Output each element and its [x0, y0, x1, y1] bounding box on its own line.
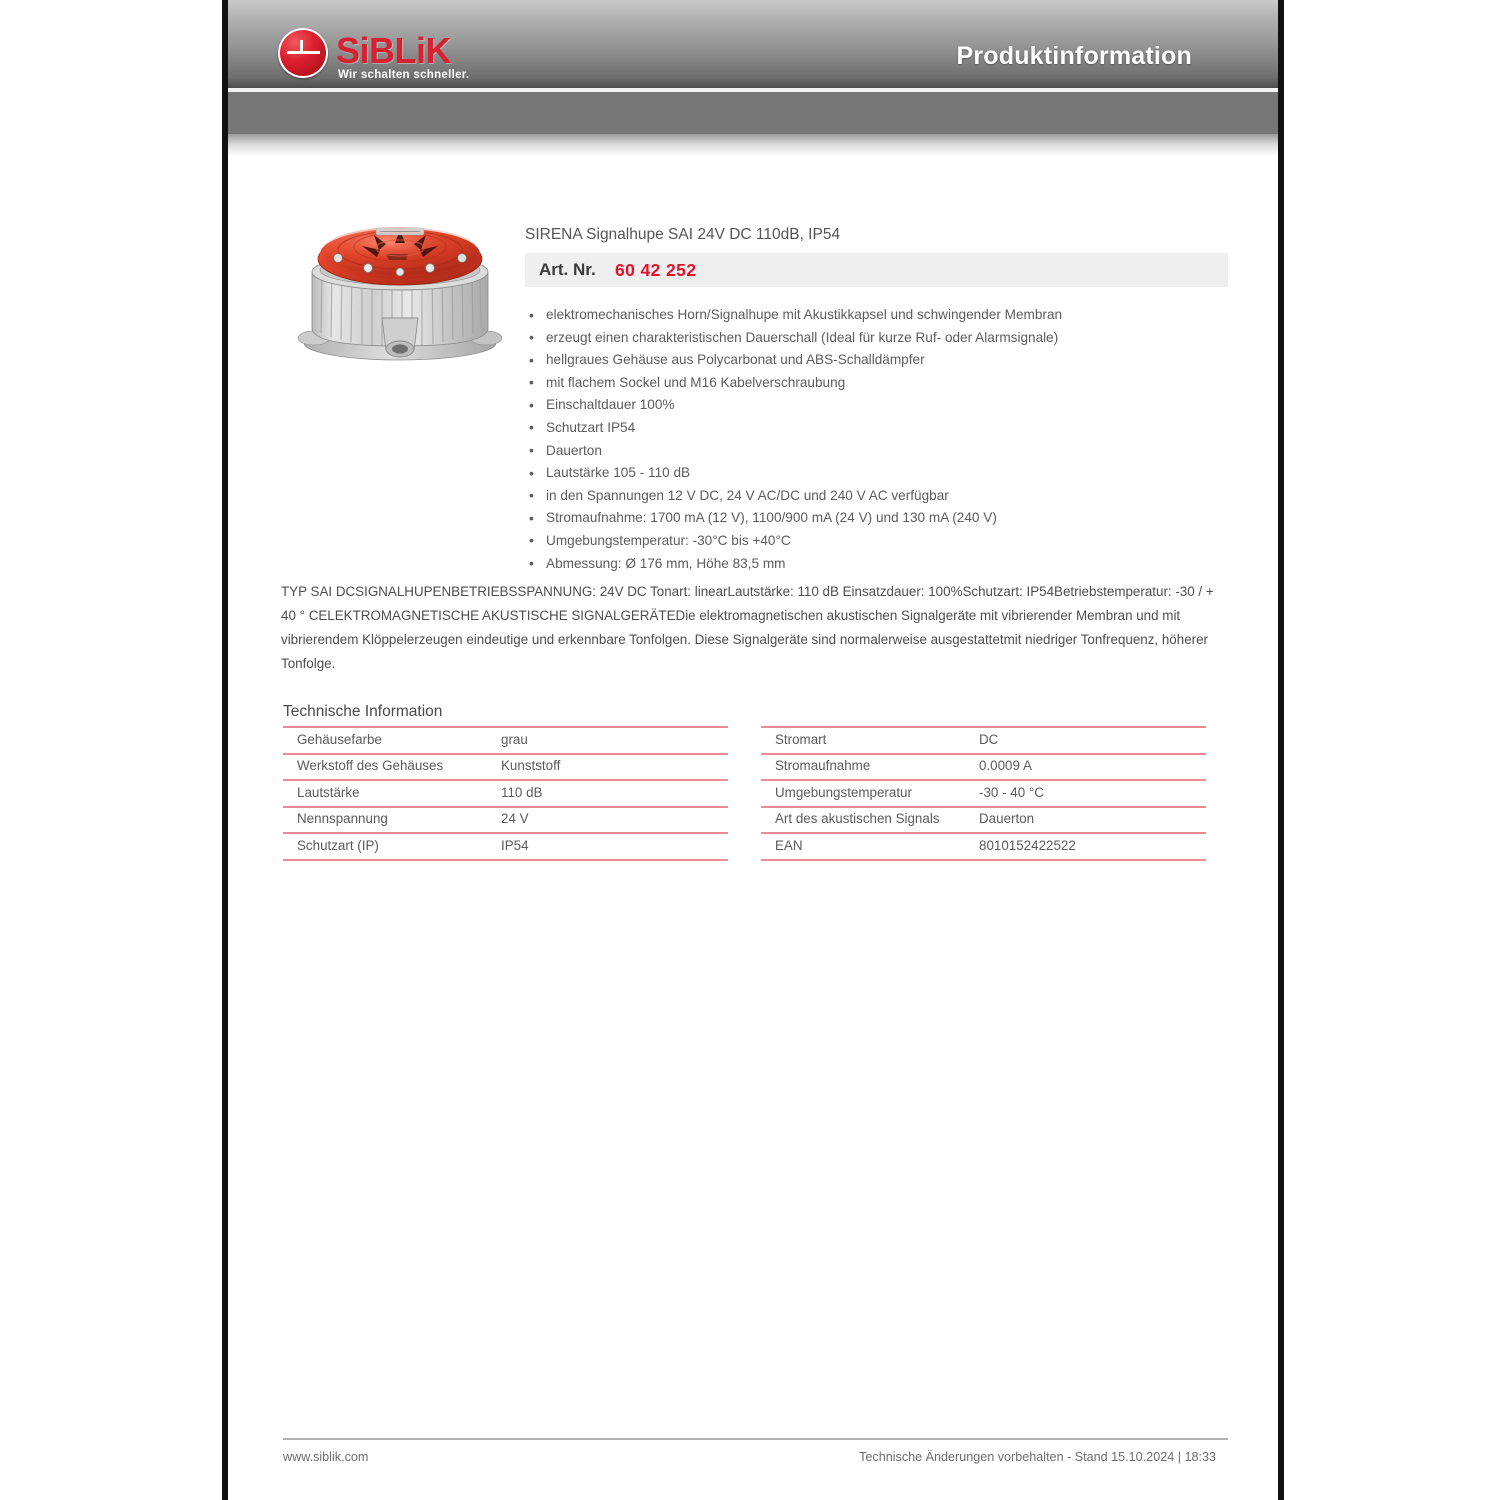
- table-row: [761, 808, 1206, 835]
- footer-divider: [283, 1438, 1228, 1440]
- technical-table-right: [761, 726, 1206, 861]
- table-cell-key: Art des akustischen Signals: [775, 811, 940, 827]
- product-description: TYP SAI DCSIGNALHUPENBETRIEBSSPANNUNG: 24V DC Tonart: linearLautstärke: 110 dB Einsatzdauer: 100%Schutzart: IP54Betriebstemperatur: -30 / + 40 ° CELEKTROMAGNETISCHE AKUSTISCHE SIGNALGERÄTEDie elektromagnetischen akustischen Signalgeräte mit vibrierender Membran und mit vibrierendem Klöppelerzeugen eindeutige und erkennbare Tonfolgen. Diese Signalgeräte sind normalerweise ausgestattetmit niedriger Tonfrequenz, höherer Tonfolge.: [281, 584, 1214, 671]
- table-row: [761, 781, 1206, 808]
- logo-wordmark: SiBLiK: [336, 30, 452, 71]
- list-item: • hellgraues Gehäuse aus Polycarbonat und ABS-Schalldämpfer: [525, 349, 1265, 372]
- table-cell-value: 24 V: [501, 811, 529, 827]
- table-row: [761, 755, 1206, 782]
- table-cell-key: Umgebungstemperatur: [775, 784, 912, 800]
- document-page: [222, 0, 1284, 1500]
- list-item: • Abmessung: Ø 176 mm, Höhe 83,5 mm: [525, 553, 1265, 576]
- table-cell-value: grau: [501, 731, 528, 747]
- table-cell-key: EAN: [775, 837, 803, 853]
- table-row: [283, 755, 728, 782]
- article-number-label: Art. Nr.: [539, 260, 596, 279]
- list-item: • Stromaufnahme: 1700 mA (12 V), 1100/900 mA (24 V) und 130 mA (240 V): [525, 507, 1265, 530]
- technical-table-left: [283, 726, 728, 861]
- table-cell-key: Gehäusefarbe: [297, 731, 382, 747]
- list-item: • Dauerton: [525, 440, 1265, 463]
- table-row: [283, 808, 728, 835]
- article-number-value: 60 42 252: [615, 260, 697, 280]
- table-cell-value: Kunststoff: [501, 758, 561, 774]
- product-feature-list: [525, 304, 1265, 575]
- table-row: [283, 728, 728, 755]
- list-item: • Schutzart IP54: [525, 417, 1265, 440]
- table-cell-key: Stromaufnahme: [775, 758, 871, 774]
- list-item: • Einschaltdauer 100%: [525, 394, 1265, 417]
- table-cell-value: IP54: [501, 837, 529, 853]
- list-item: • Umgebungstemperatur: -30°C bis +40°C: [525, 530, 1265, 553]
- table-cell-key: Nennspannung: [297, 811, 388, 827]
- table-cell-value: 0.0009 A: [979, 758, 1032, 774]
- list-item: • Lautstärke 105 - 110 dB: [525, 462, 1265, 485]
- table-cell-value: DC: [979, 731, 999, 747]
- table-cell-value: Dauerton: [979, 811, 1035, 827]
- list-item: • in den Spannungen 12 V DC, 24 V AC/DC und 240 V AC verfügbar: [525, 485, 1265, 508]
- table-cell-value: 110 dB: [501, 784, 543, 800]
- table-cell-value: -30 - 40 °C: [979, 784, 1044, 800]
- product-title: SIRENA Signalhupe SAI 24V DC 110dB, IP54: [525, 226, 841, 243]
- list-item: • elektromechanisches Horn/Signalhupe mit Akustikkapsel und schwingender Membran: [525, 304, 1265, 327]
- footer-notice: Technische Änderungen vorbehalten - Stand 15.10.2024 | 18:33: [859, 1450, 1216, 1464]
- technical-information-heading: Technische Information: [283, 703, 443, 720]
- table-row: [283, 834, 728, 861]
- header-fade-band: [228, 134, 1278, 156]
- header-gray-band: [228, 92, 1278, 134]
- list-item: • mit flachem Sockel und M16 Kabelverschraubung: [525, 372, 1265, 395]
- page-title: Produktinformation: [956, 42, 1192, 70]
- table-row: [761, 728, 1206, 755]
- table-cell-value: 8010152422522: [979, 837, 1076, 853]
- footer-website-link[interactable]: www.siblik.com: [283, 1450, 369, 1464]
- table-row: [761, 834, 1206, 861]
- table-cell-key: Lautstärke: [297, 784, 360, 800]
- table-row: [283, 781, 728, 808]
- table-cell-key: Werkstoff des Gehäuses: [297, 758, 444, 774]
- product-photo-siren-horn: [290, 210, 510, 370]
- logo-tagline: Wir schalten schneller.: [338, 69, 470, 81]
- list-item: • erzeugt einen charakteristischen Dauerschall (Ideal für kurze Ruf- oder Alarmsignale): [525, 327, 1265, 350]
- table-cell-key: Stromart: [775, 731, 827, 747]
- siblik-circle-logo-icon: [278, 28, 328, 78]
- table-cell-key: Schutzart (IP): [297, 837, 379, 853]
- article-number-bar: [525, 253, 1228, 287]
